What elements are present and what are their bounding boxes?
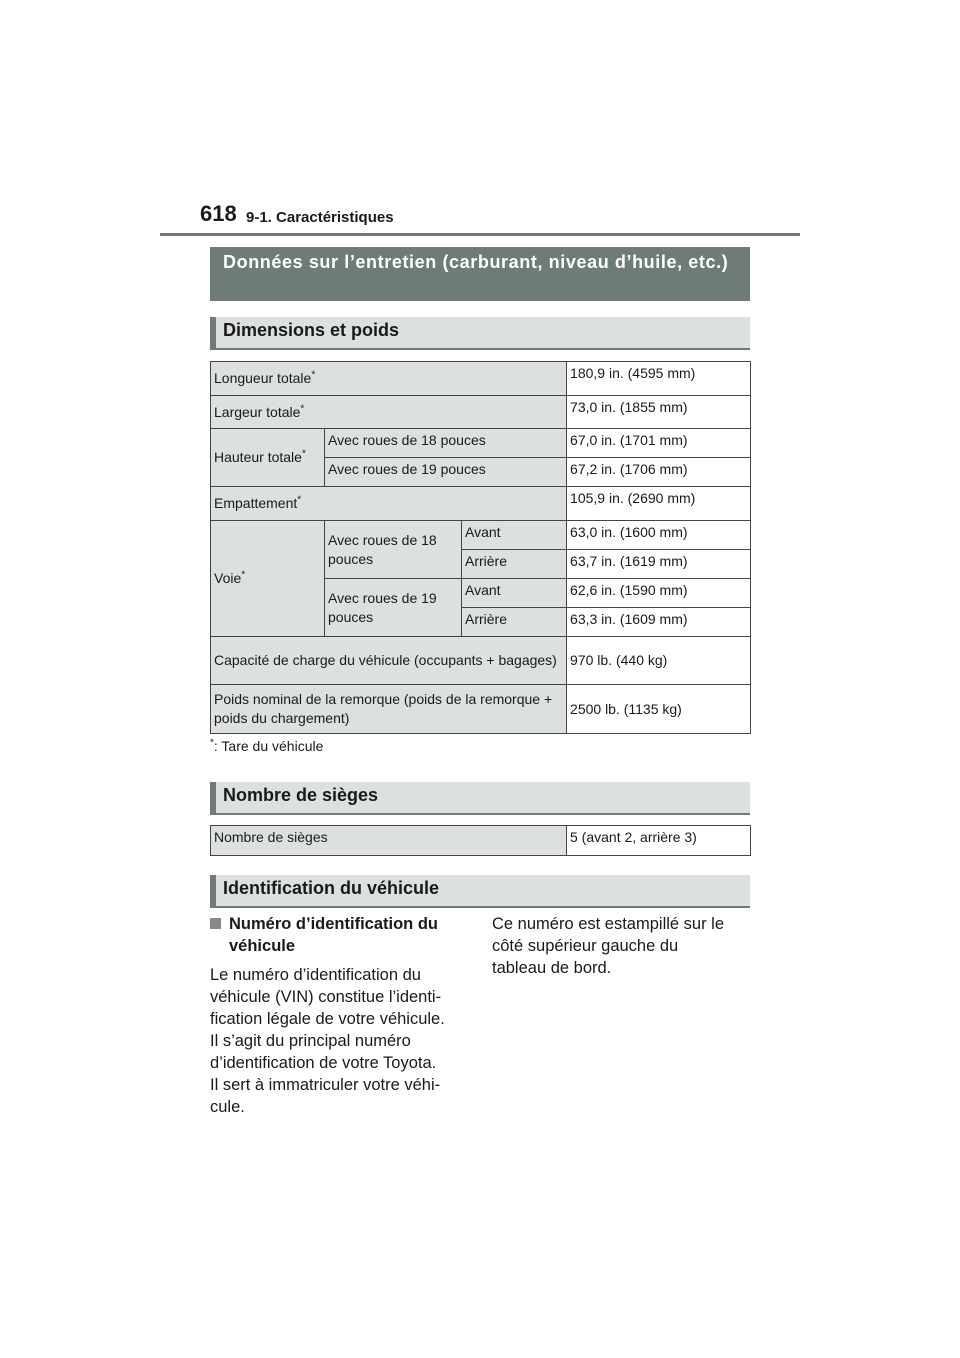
heading-bar [210,875,216,906]
header-rule [160,233,800,236]
heading-bar [210,317,216,348]
seats-table [210,825,751,856]
wheelbase-label: Empattement [214,495,298,511]
asterisk: * [311,369,316,381]
track-label: Voie [214,570,242,586]
seats-value: 5 (avant 2, arrière 3) [567,826,751,856]
asterisk: * [301,448,306,460]
section-label: 9-1. Caractéristiques [246,209,394,226]
height-19-label: Avec roues de 19 pouces [325,458,567,487]
table-row [211,487,751,521]
table-row [211,826,751,856]
vin-heading-text: Identification du véhicule [223,878,440,898]
tow-label: Poids nominal de la remorque (poids de la remorque + poids du chargement) [211,685,567,734]
track-label-cell [211,521,325,637]
length-label-cell [211,362,567,396]
asterisk: * [297,494,302,506]
track-18-label: Avec roues de 18 pouces [325,521,462,579]
table-row [211,521,751,550]
track-19-front-value: 62,6 in. (1590 mm) [567,579,751,608]
dimensions-heading [210,317,750,350]
vin-body-left: Le numéro d’identification du véhicule (VIN) constitue l’identi- fication légale de votre véhicule. Il s’agit du principal numéro d’identification de votre Toyota. Il sert à immatriculer votre véhi- cule. [210,966,445,1116]
height-19-value: 67,2 in. (1706 mm) [567,458,751,487]
vin-subtitle-text: Numéro d’identification du véhicule [229,915,438,955]
wheelbase-label-cell [211,487,567,521]
table-row [211,362,751,396]
capacity-value: 970 lb. (440 kg) [567,637,751,685]
table-row [211,396,751,429]
seats-heading-text: Nombre de sièges [223,785,379,805]
heading-bar [210,782,216,813]
table-row [211,685,751,734]
height-label-cell [211,429,325,487]
capacity-label: Capacité de charge du véhicule (occupants + bagages) [211,637,567,685]
table-row [211,429,751,458]
track-18-rear-value: 63,7 in. (1619 mm) [567,550,751,579]
asterisk: * [300,402,305,414]
dimensions-heading-text: Dimensions et poids [223,320,400,340]
length-value: 180,9 in. (4595 mm) [567,362,751,396]
footnote-text: : Tare du véhicule [213,738,324,754]
page-number: 618 [200,201,237,226]
track-18-rear-label: Arrière [462,550,567,579]
track-18-front-value: 63,0 in. (1600 mm) [567,521,751,550]
vin-body-right: Ce numéro est estampillé sur le côté supérieur gauche du tableau de bord. [492,915,725,977]
chapter-title: Données sur l’entretien (carburant, niveau d’huile, etc.) [210,247,750,301]
track-19-rear-label: Arrière [462,608,567,637]
seats-label: Nombre de sièges [211,826,567,856]
track-19-label: Avec roues de 19 pouces [325,579,462,637]
height-18-label: Avec roues de 18 pouces [325,429,567,458]
track-18-front-label: Avant [462,521,567,550]
seats-heading [210,782,750,815]
dimensions-table [210,361,751,734]
vin-heading [210,875,750,908]
width-value: 73,0 in. (1855 mm) [567,396,751,429]
track-19-rear-value: 63,3 in. (1609 mm) [567,608,751,637]
height-18-value: 67,0 in. (1701 mm) [567,429,751,458]
square-bullet-icon [210,918,221,929]
footnote-asterisk: * [210,737,214,749]
tow-value: 2500 lb. (1135 kg) [567,685,751,734]
asterisk: * [241,569,246,581]
width-label-cell [211,396,567,429]
height-label: Hauteur totale [214,449,302,465]
width-label: Largeur totale [214,403,301,420]
wheelbase-value: 105,9 in. (2690 mm) [567,487,751,521]
footnote [210,738,323,754]
track-19-front-label: Avant [462,579,567,608]
vin-subtitle [210,913,470,957]
table-row [211,637,751,685]
length-label: Longueur totale [214,370,312,386]
